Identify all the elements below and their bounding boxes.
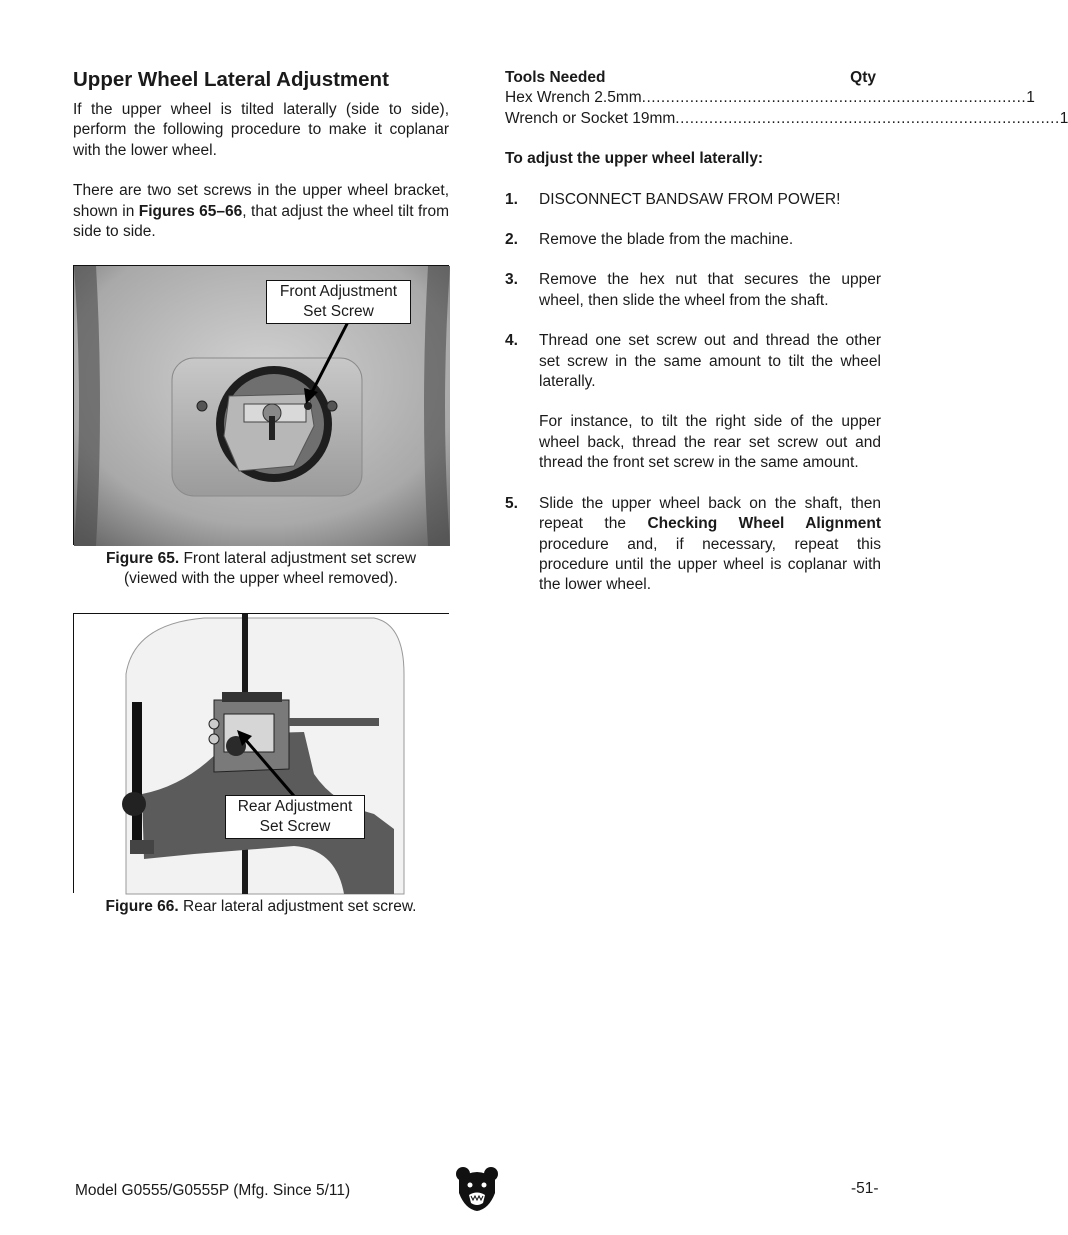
figure-65-label: Figure 65. [105,550,180,567]
step-item: 2. Remove the blade from the machine. [505,231,794,249]
right-column [505,68,1068,596]
tools-header [505,68,881,88]
step-item: 4. Thread one set screw out and thread the other set screw in the same amount to tilt the wheel laterally. For instance, to tilt the right side of the upper wheel back, thread the rear set screw out and thread the front set screw in the same amount. [505,331,881,473]
grizzly-bear-logo [455,1165,499,1211]
step-item: 3. Remove the hex nut that secures the upper wheel, then slide the wheel from the shaft. [505,271,881,309]
left-column [73,66,449,242]
procedure-steps [505,190,881,596]
section-title: Upper Wheel Lateral Adjustment [73,68,389,91]
step-item: 5. Slide the upper wheel back on the shaft, then repeat the Checking Wheel Alignment procedure and, if necessary, repeat this procedure until the upper wheel is coplanar with the lower wheel. [505,494,881,594]
intro-paragraph: If the upper wheel is tilted laterally (side to side), perform the following procedure to make it coplanar with the lower wheel. [73,101,449,159]
procedure-heading: To adjust the upper wheel laterally: [505,150,764,168]
set-screw-paragraph: There are two set screws in the upper wheel bracket, shown in Figures 65–66, that adjust the wheel tilt from side to side. [73,182,449,241]
tools-header-qty: Qty [850,69,876,86]
figure-66-caption: Figure 66. Rear lateral adjustment set screw. [105,898,417,915]
tool-item: Wrench or Socket 19mm ................................................................................ 1 [505,109,881,129]
front-adjustment-callout: Front Adjustment Set Screw [266,280,411,324]
tools-header-name: Tools Needed [505,69,606,86]
leader-dots: ................................................................................ [641,89,1027,107]
step-note: For instance, to tilt the right side of the upper wheel back, thread the rear set screw out and thread the front set screw in the same amount. [539,413,881,472]
tool-item: Hex Wrench 2.5mm ................................................................................ 1 [505,88,881,108]
rear-bracket-illustration [74,614,450,894]
procedure-reference: Checking Wheel Alignment [647,515,881,533]
figure-66-label: Figure 66. [105,898,179,915]
step-item: 1. DISCONNECT BANDSAW FROM POWER! [505,190,841,208]
footer-model: Model G0555/G0555P (Mfg. Since 5/11) [75,1182,351,1199]
figure-reference: Figures 65–66 [138,202,243,220]
page-number: -51- [851,1180,879,1197]
rear-adjustment-callout: Rear Adjustment Set Screw [225,795,365,839]
leader-dots: ................................................................................ [675,109,1060,127]
figure-65-photo [73,265,449,545]
figure-65-caption: Figure 65. Front lateral adjustment set screw (viewed with the upper wheel removed). [105,550,417,588]
figure-66-photo [73,613,449,893]
